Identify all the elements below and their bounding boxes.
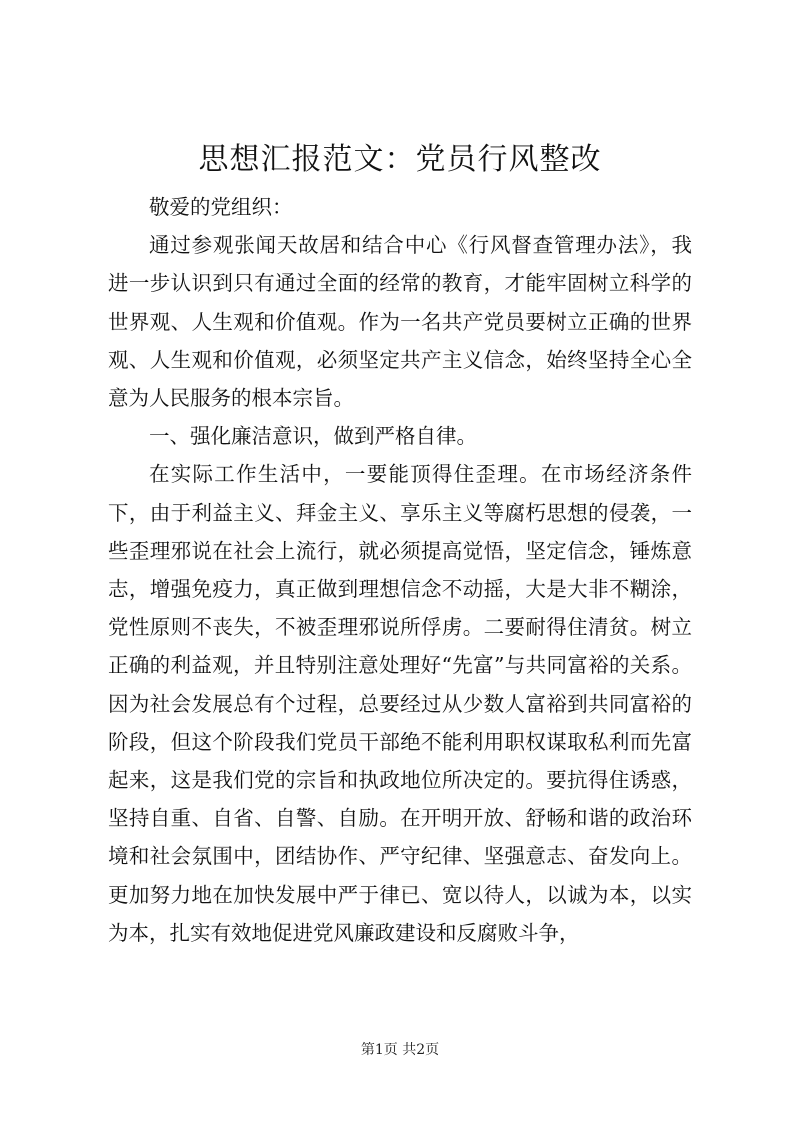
page-number-footer: 第1页 共2页 [360,1042,440,1058]
document-title: 思想汇报范文：党员行风整改 [198,142,602,177]
section-heading: 一、强化廉洁意识，做到严格自律。 [149,424,477,449]
paragraph-body: 在实际工作生活中，一要能顶得住歪理。在市场经济条件下，由于利益主义、拜金主义、享乐主义等腐朽思想的侵袭，一些歪理邪说在社会上流行，就必须提高觉悟，坚定信念，锤炼意志，增强免疫力，真正做到理想信念不动摇，大是大非不糊涂，党性原则不丧失，不被歪理邪说所俘虏。二要耐得住清贫。树立正确的利益观，并且特别注意处理好“先富”与共同富裕的关系。因为社会发展总有个过程，总要经过从少数人富裕到共同富裕的阶段，但这个阶段我们党员干部绝不能利用职权谋取私利而先富起来，这是我们党的宗旨和执政地位所决定的。要抗得住诱惑，坚持自重、自省、自警、自励。在开明开放、舒畅和谐的政治环境和社会氛围中，团结协作、严守纪律、坚强意志、奋发向上。更加努力地在加快发展中严于律已、宽以待人，以诚为本，以实为本，扎实有效地促进党风廉政建设和反腐败斗争， [108,462,692,945]
salutation: 敬爱的党组织： [149,195,293,219]
paragraph-intro: 通过参观张闻天故居和结合中心《行风督查管理办法》，我进一步认识到只有通过全面的经常的教育，才能牢固树立科学的世界观、人生观和价值观。作为一名共产党员要树立正确的世界观、人生观和价值观，必须坚定共产主义信念，始终坚持全心全意为人民服务的根本宗旨。 [108,233,692,411]
document-body [108,188,692,952]
